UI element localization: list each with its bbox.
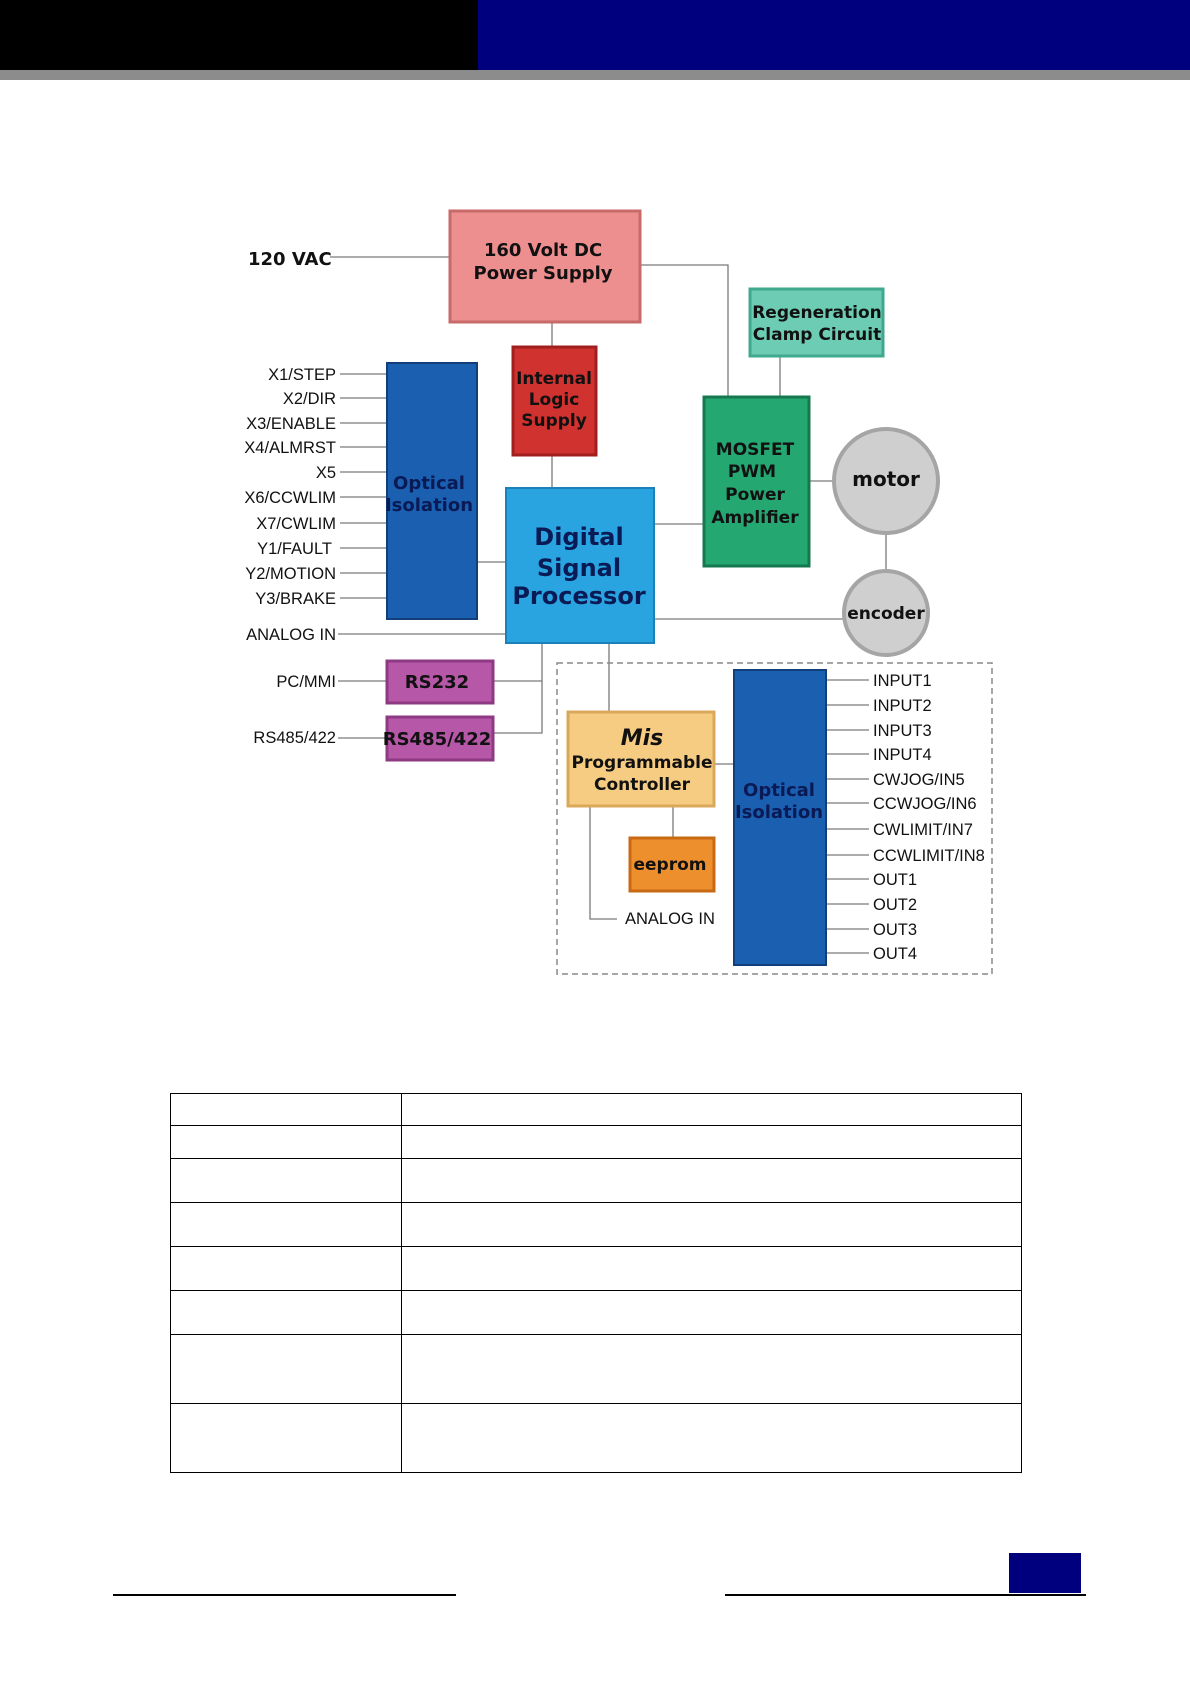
logic-supply-text-2: Logic [528, 390, 580, 410]
table-row [171, 1094, 1022, 1126]
signal-x1-step: X1/STEP [268, 366, 336, 384]
power-supply-text-2: Power Supply [473, 263, 613, 284]
table-row [171, 1126, 1022, 1159]
signal-input2: INPUT2 [873, 697, 932, 715]
table-row [171, 1404, 1022, 1473]
mosfet-text-1: MOSFET [715, 440, 795, 460]
optical-left-text-2: Isolation [384, 495, 474, 516]
signal-x6-ccwlim: X6/CCWLIM [244, 489, 336, 507]
signal-out2: OUT2 [873, 896, 918, 914]
mosfet-text-4: Amplifier [711, 508, 799, 528]
rs485-text: RS485/422 [382, 729, 492, 750]
signal-x7-cwlim: X7/CWLIM [256, 515, 336, 533]
eeprom-text: eeprom [633, 855, 707, 875]
table-cell [171, 1291, 402, 1335]
spec-table [170, 1093, 1022, 1473]
signal-out1: OUT1 [873, 871, 918, 889]
rs232-text: RS232 [404, 672, 470, 693]
dsp-text-3: Processor [512, 582, 646, 610]
table-row [171, 1335, 1022, 1404]
signal-input1: INPUT1 [873, 672, 932, 690]
table-cell [402, 1291, 1022, 1335]
table-row [171, 1159, 1022, 1203]
page-number-box [1009, 1553, 1081, 1593]
table-cell [402, 1203, 1022, 1247]
table-cell [402, 1335, 1022, 1404]
footer-rule-left [113, 1594, 456, 1596]
signal-y3-brake: Y3/BRAKE [255, 590, 336, 608]
signal-input4: INPUT4 [873, 746, 932, 764]
table-cell [402, 1247, 1022, 1291]
mis-title-text: Mis [620, 726, 664, 751]
signal-x3-enable: X3/ENABLE [246, 415, 336, 433]
regen-text-2: Clamp Circuit [752, 325, 882, 345]
signal-out4: OUT4 [873, 945, 918, 963]
table-cell [171, 1094, 402, 1126]
signal-cwjog-in5: CWJOG/IN5 [873, 771, 965, 789]
signal-x4-almrst: X4/ALMRST [244, 439, 336, 457]
mis-text-1: Programmable [571, 753, 713, 773]
signal-y1-fault: Y1/FAULT [257, 540, 332, 558]
mosfet-text-3: Power [725, 485, 785, 505]
signal-y2-motion: Y2/MOTION [245, 565, 336, 583]
table-cell [171, 1335, 402, 1404]
motor-text: motor [852, 467, 920, 491]
table-cell [171, 1404, 402, 1473]
optical-left-text-1: Optical [393, 473, 465, 494]
signal-input3: INPUT3 [873, 722, 932, 740]
analog-in-left-label: ANALOG IN [246, 626, 336, 644]
table-cell [171, 1247, 402, 1291]
table-cell [171, 1159, 402, 1203]
dsp-text-1: Digital [534, 523, 624, 551]
signal-cwlimit-in7: CWLIMIT/IN7 [873, 821, 973, 839]
power-supply-text-1: 160 Volt DC [483, 240, 603, 261]
pc-mmi-label: PC/MMI [276, 673, 336, 691]
table-cell [402, 1126, 1022, 1159]
signal-ccwjog-in6: CCWJOG/IN6 [873, 795, 977, 813]
table-cell [402, 1094, 1022, 1126]
table-row [171, 1247, 1022, 1291]
footer-rule-right [725, 1594, 1086, 1596]
logic-supply-text-3: Supply [521, 411, 587, 431]
rs485-label: RS485/422 [253, 729, 336, 747]
mis-text-2: Controller [593, 775, 691, 795]
table-cell [402, 1404, 1022, 1473]
table-row [171, 1203, 1022, 1247]
optical-right-text-1: Optical [743, 780, 815, 801]
right-signal-lines [826, 680, 869, 953]
left-signal-lines [340, 374, 387, 598]
signal-ccwlimit-in8: CCWLIMIT/IN8 [873, 847, 985, 865]
table-cell [402, 1159, 1022, 1203]
table-cell [171, 1126, 402, 1159]
analog-in-inner-label: ANALOG IN [625, 910, 715, 928]
optical-right-text-2: Isolation [734, 802, 824, 823]
signal-x5: X5 [315, 464, 336, 482]
regen-text-1: Regeneration [752, 303, 882, 323]
encoder-text: encoder [847, 604, 925, 624]
signal-out3: OUT3 [873, 921, 918, 939]
mosfet-text-2: PWM [727, 462, 777, 482]
dsp-text-2: Signal [536, 554, 622, 582]
table-row [171, 1291, 1022, 1335]
logic-supply-text-1: Internal [516, 369, 592, 389]
vac-label: 120 VAC [248, 249, 332, 270]
table-cell [171, 1203, 402, 1247]
signal-x2-dir: X2/DIR [282, 390, 336, 408]
